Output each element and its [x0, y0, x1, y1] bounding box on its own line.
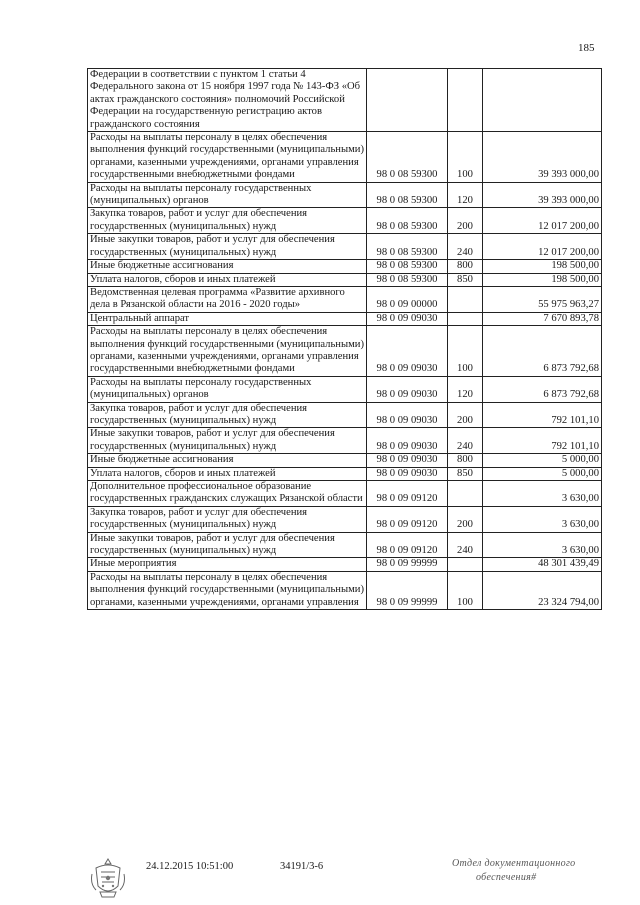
row-target-code: 98 0 09 99999	[367, 571, 448, 609]
row-target-code: 98 0 09 09030	[367, 454, 448, 467]
row-amount: 792 101,10	[483, 428, 602, 454]
row-expense-type: 200	[448, 208, 483, 234]
coat-of-arms-icon	[88, 856, 128, 900]
table-row	[88, 234, 602, 260]
row-expense-type: 800	[448, 454, 483, 467]
row-description: Федерации в соответствии с пунктом 1 статьи 4 Федерального закона от 15 ноября 1997 года № 143-ФЗ «Об актах гражданского состояния» полномочий Российской Федерации на государственную регистрацию актов гражданского состояния	[88, 69, 367, 132]
row-expense-type	[448, 69, 483, 132]
row-expense-type: 850	[448, 273, 483, 286]
row-target-code: 98 0 09 09030	[367, 376, 448, 402]
row-target-code: 98 0 09 09120	[367, 532, 448, 558]
row-target-code: 98 0 08 59300	[367, 182, 448, 208]
table-row	[88, 454, 602, 467]
row-description: Центральный аппарат	[88, 312, 367, 325]
footer-date: 24.12.2015 10:51:00	[146, 861, 234, 872]
table-row	[88, 402, 602, 428]
row-description: Закупка товаров, работ и услуг для обеспечения государственных (муниципальных) нужд	[88, 208, 367, 234]
table-row	[88, 467, 602, 480]
table-row	[88, 571, 602, 609]
footer-document-code: 34191/3-6	[280, 861, 324, 872]
row-target-code: 98 0 08 59300	[367, 273, 448, 286]
table-row	[88, 182, 602, 208]
table-row	[88, 286, 602, 312]
row-expense-type	[448, 312, 483, 325]
row-amount: 5 000,00	[483, 467, 602, 480]
row-expense-type: 800	[448, 260, 483, 273]
row-amount: 39 393 000,00	[483, 132, 602, 183]
row-description: Ведомственная целевая программа «Развитие архивного дела в Рязанской области на 2016 - 2020 годы»	[88, 286, 367, 312]
row-expense-type: 120	[448, 182, 483, 208]
budget-table	[87, 68, 602, 610]
row-expense-type: 100	[448, 571, 483, 609]
table-row	[88, 506, 602, 532]
row-expense-type: 240	[448, 532, 483, 558]
row-description: Закупка товаров, работ и услуг для обеспечения государственных (муниципальных) нужд	[88, 506, 367, 532]
row-target-code: 98 0 09 99999	[367, 558, 448, 571]
row-target-code: 98 0 08 59300	[367, 260, 448, 273]
row-amount: 6 873 792,68	[483, 376, 602, 402]
table-row	[88, 428, 602, 454]
page-footer	[0, 848, 640, 905]
table-row	[88, 208, 602, 234]
row-amount: 48 301 439,49	[483, 558, 602, 571]
row-description: Иные закупки товаров, работ и услуг для обеспечения государственных (муниципальных) нужд	[88, 532, 367, 558]
row-description: Иные закупки товаров, работ и услуг для обеспечения государственных (муниципальных) нужд	[88, 428, 367, 454]
table-row	[88, 273, 602, 286]
row-description: Расходы на выплаты персоналу в целях обеспечения выполнения функций государственными (муниципальными) органами, казенными учреждениями, органами управления государственными внебюджетными фондами	[88, 132, 367, 183]
row-target-code: 98 0 09 09030	[367, 402, 448, 428]
row-amount	[483, 69, 602, 132]
row-target-code: 98 0 09 00000	[367, 286, 448, 312]
row-amount: 6 873 792,68	[483, 326, 602, 377]
row-expense-type: 200	[448, 402, 483, 428]
row-target-code: 98 0 09 09120	[367, 506, 448, 532]
row-amount: 792 101,10	[483, 402, 602, 428]
table-row	[88, 326, 602, 377]
row-expense-type: 850	[448, 467, 483, 480]
table-row	[88, 132, 602, 183]
table-row	[88, 558, 602, 571]
row-description: Расходы на выплаты персоналу в целях обеспечения выполнения функций государственными (муниципальными) органами, казенными учреждениями, органами управления	[88, 571, 367, 609]
row-target-code: 98 0 09 09120	[367, 481, 448, 507]
row-description: Иные мероприятия	[88, 558, 367, 571]
stamp-text-line-1: Отдел документационного	[452, 858, 576, 869]
row-amount: 3 630,00	[483, 481, 602, 507]
row-target-code: 98 0 08 59300	[367, 234, 448, 260]
row-description: Дополнительное профессиональное образование государственных гражданских служащих Рязанской области	[88, 481, 367, 507]
row-expense-type: 100	[448, 326, 483, 377]
row-description: Уплата налогов, сборов и иных платежей	[88, 273, 367, 286]
row-expense-type: 200	[448, 506, 483, 532]
stamp-text-line-2: обеспечения#	[476, 872, 537, 883]
row-amount: 23 324 794,00	[483, 571, 602, 609]
row-amount: 55 975 963,27	[483, 286, 602, 312]
row-expense-type: 100	[448, 132, 483, 183]
table-row	[88, 260, 602, 273]
row-expense-type: 120	[448, 376, 483, 402]
row-description: Расходы на выплаты персоналу государственных (муниципальных) органов	[88, 376, 367, 402]
row-target-code: 98 0 09 09030	[367, 312, 448, 325]
row-target-code: 98 0 08 59300	[367, 132, 448, 183]
row-description: Расходы на выплаты персоналу государственных (муниципальных) органов	[88, 182, 367, 208]
row-description: Закупка товаров, работ и услуг для обеспечения государственных (муниципальных) нужд	[88, 402, 367, 428]
row-target-code: 98 0 09 09030	[367, 467, 448, 480]
row-amount: 3 630,00	[483, 532, 602, 558]
table-row	[88, 481, 602, 507]
row-target-code	[367, 69, 448, 132]
row-amount: 3 630,00	[483, 506, 602, 532]
row-amount: 39 393 000,00	[483, 182, 602, 208]
table-row	[88, 532, 602, 558]
row-description: Уплата налогов, сборов и иных платежей	[88, 467, 367, 480]
row-target-code: 98 0 09 09030	[367, 428, 448, 454]
row-amount: 198 500,00	[483, 260, 602, 273]
row-target-code: 98 0 08 59300	[367, 208, 448, 234]
table-row	[88, 69, 602, 132]
page-number: 185	[578, 42, 595, 54]
row-amount: 5 000,00	[483, 454, 602, 467]
row-amount: 12 017 200,00	[483, 234, 602, 260]
row-expense-type: 240	[448, 428, 483, 454]
row-description: Иные бюджетные ассигнования	[88, 454, 367, 467]
table-row	[88, 376, 602, 402]
row-description: Расходы на выплаты персоналу в целях обеспечения выполнения функций государственными (муниципальными) органами, казенными учреждениями, органами управления государственными внебюджетными фондами	[88, 326, 367, 377]
row-target-code: 98 0 09 09030	[367, 326, 448, 377]
row-description: Иные закупки товаров, работ и услуг для обеспечения государственных (муниципальных) нужд	[88, 234, 367, 260]
row-amount: 198 500,00	[483, 273, 602, 286]
row-expense-type	[448, 481, 483, 507]
table-row	[88, 312, 602, 325]
row-description: Иные бюджетные ассигнования	[88, 260, 367, 273]
row-amount: 7 670 893,78	[483, 312, 602, 325]
row-expense-type	[448, 558, 483, 571]
row-expense-type: 240	[448, 234, 483, 260]
row-expense-type	[448, 286, 483, 312]
row-amount: 12 017 200,00	[483, 208, 602, 234]
